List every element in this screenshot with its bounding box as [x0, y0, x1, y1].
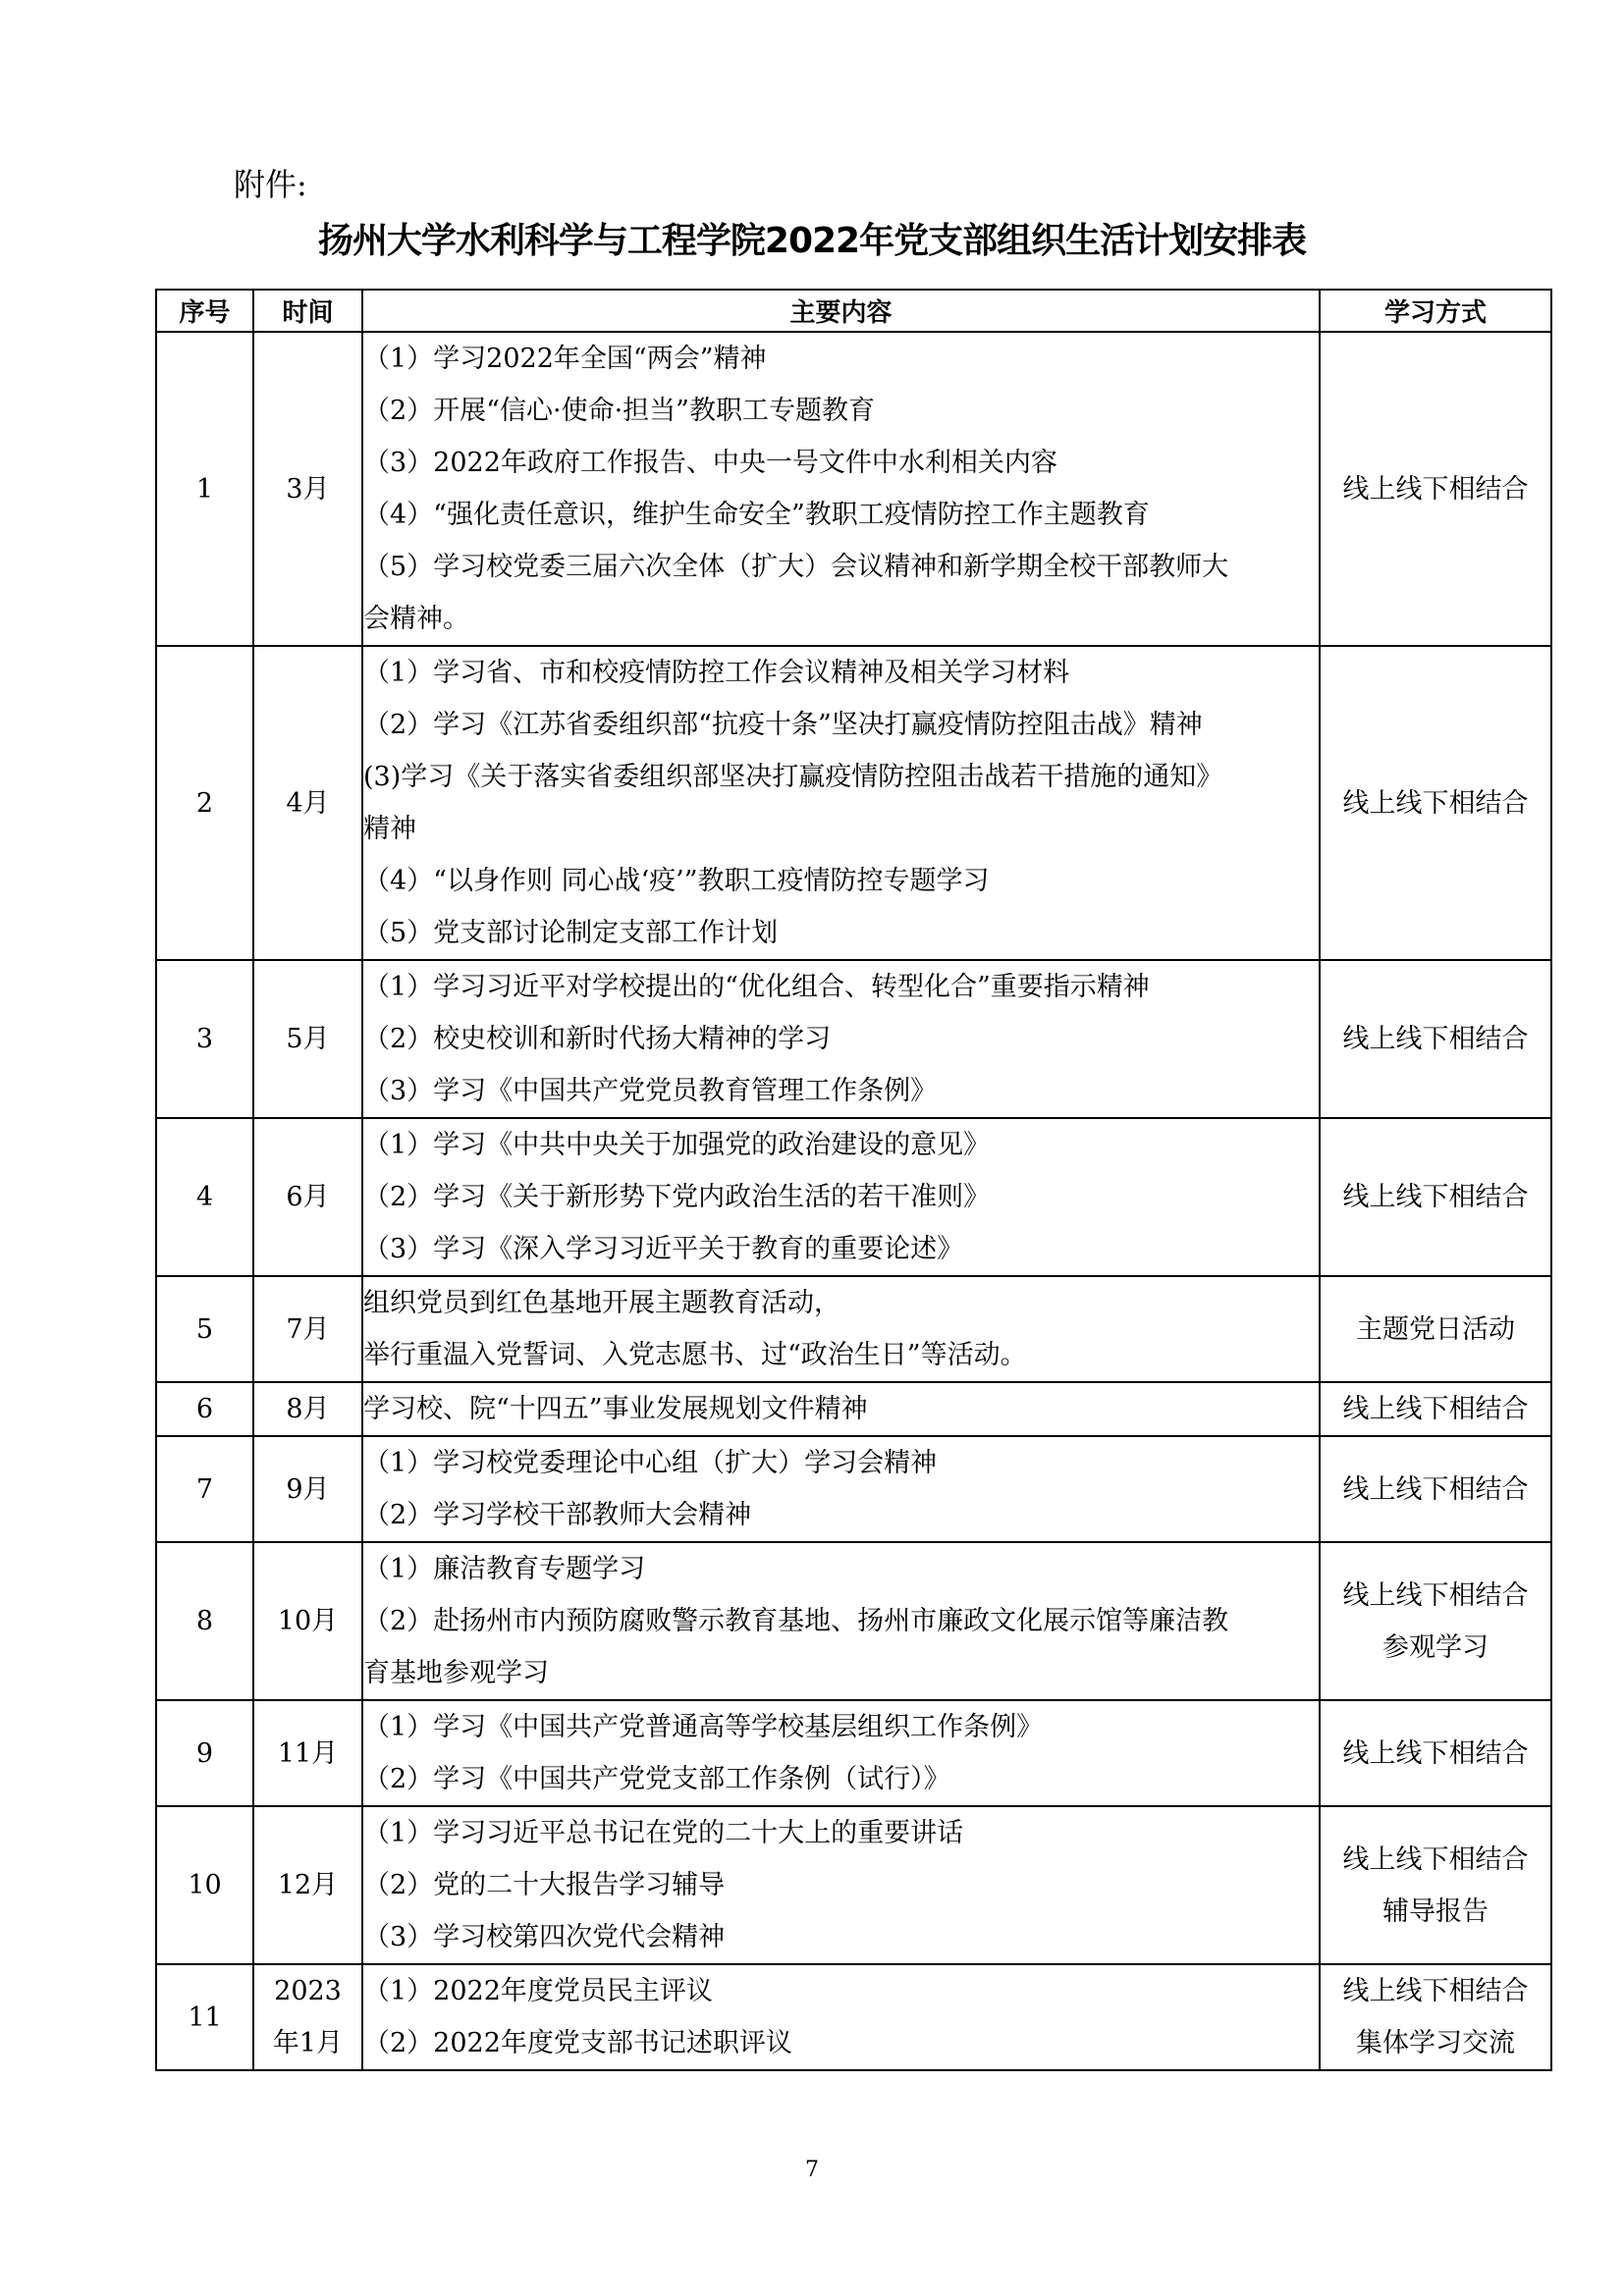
row-number: 1	[156, 332, 253, 646]
table-row	[156, 1436, 1551, 1542]
content-line: （3）学习《深入学习习近平关于教育的重要论述》	[363, 1234, 964, 1264]
content-line: （4）“强化责任意识，维护生命安全”教职工疫情防控工作主题教育	[363, 500, 1150, 530]
plan-table	[155, 289, 1552, 2071]
content-line: （2）党的二十大报告学习辅导	[363, 1870, 726, 1900]
content-line: (3)学习《关于落实省委组织部坚决打赢疫情防控阻击战若干措施的通知》	[363, 762, 1223, 792]
content-line: （2）校史校训和新时代扬大精神的学习	[363, 1024, 832, 1054]
content-line: （2）赴扬州市内预防腐败警示教育基地、扬州市廉政文化展示馆等廉洁教	[363, 1606, 1229, 1636]
row-method	[1320, 646, 1551, 960]
row-content	[362, 1542, 1320, 1700]
page-number: 7	[805, 2158, 819, 2182]
content-line: 会精神。	[363, 604, 469, 634]
row-content	[362, 1436, 1320, 1542]
content-line: （3）学习校第四次党代会精神	[363, 1922, 726, 1952]
row-number: 10	[156, 1806, 253, 1964]
content-line: （3）2022年政府工作报告、中央一号文件中水利相关内容	[363, 448, 1057, 478]
row-number: 4	[156, 1118, 253, 1276]
row-number: 2	[156, 646, 253, 960]
content-line: （2）2022年度党支部书记述职评议	[363, 2028, 792, 2058]
header-num: 序号	[156, 290, 253, 332]
method-line: 主题党日活动	[1356, 1313, 1515, 1345]
content-line: （2）开展“信心·使命·担当”教职工专题教育	[363, 396, 875, 426]
row-number: 6	[156, 1382, 253, 1436]
row-time	[253, 1542, 362, 1700]
table-row	[156, 646, 1551, 960]
method-line: 线上线下相结合	[1342, 1737, 1529, 1769]
row-number: 9	[156, 1700, 253, 1806]
content-line: （1）学习省、市和校疫情防控工作会议精神及相关学习材料	[363, 658, 1070, 688]
content-line: （1）2022年度党员民主评议	[363, 1976, 713, 2006]
content-line: （4）“以身作则 同心战‘疫’”教职工疫情防控专题学习	[363, 866, 990, 896]
time-line: 5月	[286, 1024, 330, 1054]
row-method	[1320, 960, 1551, 1118]
time-line: 2023	[274, 1976, 342, 2006]
row-method	[1320, 1276, 1551, 1382]
row-time	[253, 1382, 362, 1436]
content-line: 举行重温入党誓词、入党志愿书、过“政治生日”等活动。	[363, 1340, 1027, 1370]
time-line: 11月	[277, 1737, 339, 1769]
row-time	[253, 1118, 362, 1276]
table-row	[156, 1806, 1551, 1964]
table-row	[156, 1118, 1551, 1276]
row-content	[362, 960, 1320, 1118]
row-number: 11	[156, 1964, 253, 2070]
row-method	[1320, 1542, 1551, 1700]
method-line: 线上线下相结合	[1342, 1473, 1529, 1505]
row-time	[253, 332, 362, 646]
table-body	[156, 332, 1551, 2070]
row-content	[362, 1700, 1320, 1806]
content-line: （2）学习《关于新形势下党内政治生活的若干准则》	[363, 1182, 991, 1212]
method-line: 线上线下相结合	[1342, 1394, 1529, 1424]
table-row	[156, 1542, 1551, 1700]
row-method	[1320, 1964, 1551, 2070]
method-line: 线上线下相结合	[1342, 473, 1529, 505]
time-line: 4月	[286, 787, 330, 819]
content-line: （5）党支部讨论制定支部工作计划	[363, 918, 779, 948]
row-time	[253, 1276, 362, 1382]
content-line: （2）学习学校干部教师大会精神	[363, 1500, 752, 1530]
content-line: （2）学习《江苏省委组织部“抗疫十条”坚决打赢疫情防控阻击战》精神	[363, 710, 1203, 740]
time-line: 6月	[286, 1182, 330, 1212]
content-line: （1）学习习近平总书记在党的二十大上的重要讲话	[363, 1818, 964, 1848]
row-method	[1320, 1436, 1551, 1542]
content-line: （2）学习《中国共产党党支部工作条例（试行）》	[363, 1764, 950, 1794]
row-number: 8	[156, 1542, 253, 1700]
time-line: 3月	[286, 473, 330, 505]
header-method: 学习方式	[1320, 290, 1551, 332]
content-line: （3）学习《中国共产党党员教育管理工作条例》	[363, 1076, 938, 1106]
header-content: 主要内容	[362, 290, 1320, 332]
method-line: 辅导报告	[1382, 1896, 1489, 1927]
content-line: 精神	[363, 814, 416, 844]
row-time	[253, 960, 362, 1118]
row-method	[1320, 1118, 1551, 1276]
row-content	[362, 1276, 1320, 1382]
content-line: 育基地参观学习	[363, 1658, 549, 1688]
time-line: 8月	[286, 1394, 330, 1424]
table-row	[156, 1276, 1551, 1382]
method-line: 集体学习交流	[1356, 2028, 1515, 2058]
row-method	[1320, 1700, 1551, 1806]
table-row	[156, 960, 1551, 1118]
table-row	[156, 1964, 1551, 2070]
row-time	[253, 1806, 362, 1964]
document-title: 扬州大学水利科学与工程学院2022年党支部组织生活计划安排表	[317, 221, 1307, 261]
content-line: （1）学习习近平对学校提出的“优化组合、转型化合”重要指示精神	[363, 972, 1150, 1002]
table-row	[156, 1700, 1551, 1806]
row-time	[253, 1436, 362, 1542]
method-line: 线上线下相结合	[1342, 787, 1529, 819]
time-line: 12月	[277, 1870, 339, 1900]
method-line: 线上线下相结合	[1342, 1976, 1529, 2006]
content-line: （1）学习2022年全国“两会”精神	[363, 344, 767, 374]
method-line: 线上线下相结合	[1342, 1843, 1529, 1875]
method-line: 线上线下相结合	[1342, 1024, 1529, 1054]
row-content	[362, 1964, 1320, 2070]
row-number: 7	[156, 1436, 253, 1542]
row-number: 5	[156, 1276, 253, 1382]
row-method	[1320, 1806, 1551, 1964]
header-time: 时间	[253, 290, 362, 332]
table-header-row	[156, 290, 1551, 332]
content-line: （1）廉洁教育专题学习	[363, 1554, 646, 1584]
row-time	[253, 1700, 362, 1806]
time-line: 7月	[286, 1313, 330, 1345]
row-number: 3	[156, 960, 253, 1118]
attachment-label: 附件:	[234, 166, 307, 203]
row-content	[362, 332, 1320, 646]
table-row	[156, 332, 1551, 646]
row-time	[253, 646, 362, 960]
row-content	[362, 1118, 1320, 1276]
row-content	[362, 1382, 1320, 1436]
content-line: （5）学习校党委三届六次全体（扩大）会议精神和新学期全校干部教师大	[363, 552, 1229, 582]
row-method	[1320, 332, 1551, 646]
content-line: （1）学习校党委理论中心组（扩大）学习会精神	[363, 1448, 938, 1478]
time-line: 9月	[286, 1473, 330, 1505]
row-content	[362, 646, 1320, 960]
content-line: （1）学习《中共中央关于加强党的政治建设的意见》	[363, 1130, 991, 1160]
time-line: 10月	[277, 1606, 339, 1636]
content-line: 学习校、院“十四五”事业发展规划文件精神	[363, 1394, 868, 1424]
method-line: 参观学习	[1382, 1631, 1489, 1663]
row-time	[253, 1964, 362, 2070]
time-line: 年1月	[272, 2028, 344, 2058]
method-line: 线上线下相结合	[1342, 1579, 1529, 1611]
method-line: 线上线下相结合	[1342, 1182, 1529, 1212]
content-line: （1）学习《中国共产党普通高等学校基层组织工作条例》	[363, 1712, 1044, 1742]
table-row	[156, 1382, 1551, 1436]
row-content	[362, 1806, 1320, 1964]
content-line: 组织党员到红色基地开展主题教育活动，	[363, 1288, 840, 1318]
row-method	[1320, 1382, 1551, 1436]
